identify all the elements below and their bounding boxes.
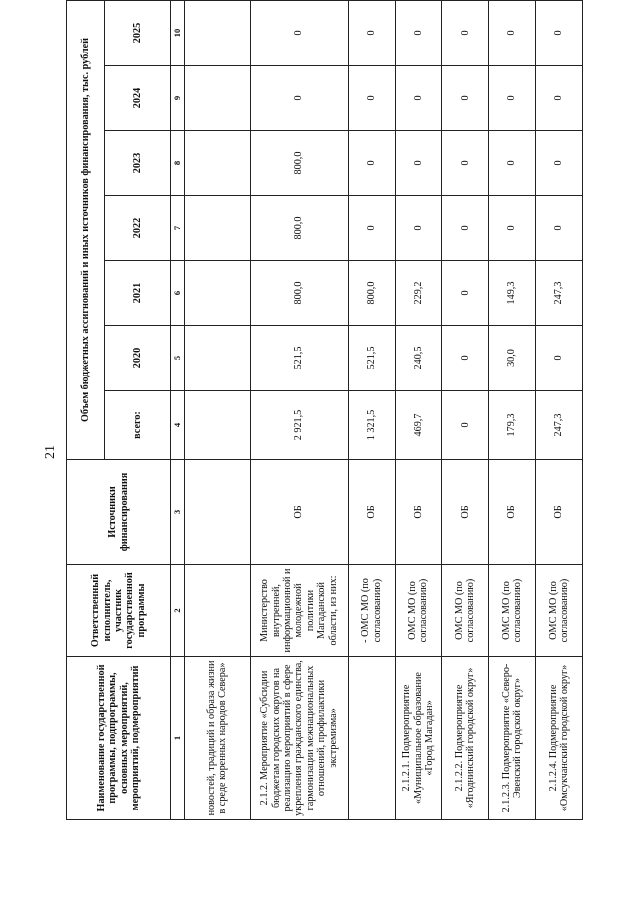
- row-executor: ОМС МО (по согласованию): [442, 565, 489, 657]
- table-row: [184, 0, 250, 819]
- row-value: 0: [250, 66, 348, 131]
- row-value: 0: [442, 261, 489, 326]
- rotated-table-container: [66, 22, 583, 820]
- table-row: [348, 0, 395, 819]
- header-year: 2020: [105, 326, 171, 391]
- table-wrapper: [66, 22, 583, 820]
- row-value: 800,0: [250, 196, 348, 261]
- column-number: 9: [171, 66, 184, 131]
- row-value: 149,3: [489, 261, 536, 326]
- row-value: 800,0: [250, 261, 348, 326]
- row-name: 2.1.2.1. Подмероприятие «Муниципальное образование «Город Магадан»: [395, 657, 442, 820]
- row-value: [184, 261, 250, 326]
- row-source: ОБ: [536, 460, 583, 565]
- row-value: [184, 326, 250, 391]
- header-source: Источники финансирования: [67, 460, 171, 565]
- row-name: 2.1.2.2. Подмероприятие «Ягоднинский городской округ»: [442, 657, 489, 820]
- row-value: 0: [442, 131, 489, 196]
- row-executor: ОМС МО (по согласованию): [536, 565, 583, 657]
- header-amount: Объем бюджетных ассигнований и иных источников финансирования, тыс. рублей: [67, 0, 105, 459]
- row-value: 0: [348, 66, 395, 131]
- column-number: 2: [171, 565, 184, 657]
- header-total: всего:: [105, 391, 171, 460]
- row-value: [184, 131, 250, 196]
- row-source: ОБ: [348, 460, 395, 565]
- table-row: [250, 0, 348, 819]
- header-year: 2025: [105, 0, 171, 65]
- column-number: 5: [171, 326, 184, 391]
- row-value: 0: [250, 0, 348, 65]
- column-number: 6: [171, 261, 184, 326]
- column-number: 7: [171, 196, 184, 261]
- row-total: 2 921,5: [250, 391, 348, 460]
- row-source: [184, 460, 250, 565]
- row-value: 800,0: [348, 261, 395, 326]
- row-executor: ОМС МО (по согласованию): [395, 565, 442, 657]
- row-value: 0: [442, 0, 489, 65]
- header-year: 2024: [105, 66, 171, 131]
- table-row: [489, 0, 536, 819]
- row-total: 247,3: [536, 391, 583, 460]
- row-value: 240,5: [395, 326, 442, 391]
- row-value: 0: [489, 131, 536, 196]
- column-number: 10: [171, 0, 184, 65]
- row-value: 0: [395, 196, 442, 261]
- row-executor: ОМС МО (по согласованию): [489, 565, 536, 657]
- header-row: [67, 0, 105, 819]
- row-value: 247,3: [536, 261, 583, 326]
- row-value: 0: [348, 131, 395, 196]
- row-value: 0: [536, 0, 583, 65]
- row-value: 229,2: [395, 261, 442, 326]
- header-year: 2023: [105, 131, 171, 196]
- row-value: 521,5: [348, 326, 395, 391]
- column-number: 1: [171, 657, 184, 820]
- row-value: 0: [536, 196, 583, 261]
- row-value: 0: [348, 0, 395, 65]
- row-source: ОБ: [489, 460, 536, 565]
- column-number: 8: [171, 131, 184, 196]
- row-value: 0: [442, 196, 489, 261]
- column-number: 3: [171, 460, 184, 565]
- row-value: [184, 0, 250, 65]
- table-row: [442, 0, 489, 819]
- row-value: 0: [489, 0, 536, 65]
- row-executor: Министерство внутренней, информационной и молодежной политики Магаданской области, из них:: [250, 565, 348, 657]
- table-row: [536, 0, 583, 819]
- row-value: 521,5: [250, 326, 348, 391]
- row-source: ОБ: [250, 460, 348, 565]
- row-total: 179,3: [489, 391, 536, 460]
- row-value: 0: [536, 131, 583, 196]
- row-value: 0: [536, 66, 583, 131]
- row-value: 0: [395, 0, 442, 65]
- row-name: 2.1.2. Мероприятие «Субсидии бюджетам городских округов на реализацию мероприятий в сфере укрепления гражданского единства, гармонизации межнациональных отношений, профилактики экстремизма»: [250, 657, 348, 820]
- header-name: Наименование государственной программы, подпрограммы, основных мероприятий, мероприятий, подмероприятий: [67, 657, 171, 820]
- page-number: 21: [43, 445, 58, 459]
- row-value: [184, 196, 250, 261]
- row-value: 0: [395, 66, 442, 131]
- row-executor: - ОМС МО (по согласованию): [348, 565, 395, 657]
- row-executor: [184, 565, 250, 657]
- row-value: 0: [442, 66, 489, 131]
- table-row: [395, 0, 442, 819]
- row-source: ОБ: [395, 460, 442, 565]
- row-name: новостей, традиций и образа жизни в среде коренных народов Севера»: [184, 657, 250, 820]
- row-value: 0: [442, 326, 489, 391]
- row-value: 0: [536, 326, 583, 391]
- row-total: 469,7: [395, 391, 442, 460]
- row-value: 30,0: [489, 326, 536, 391]
- row-total: [184, 391, 250, 460]
- column-numbers-row: [171, 0, 184, 819]
- header-executor: Ответственный исполнитель, участник государственной программы: [67, 565, 171, 657]
- row-value: 0: [489, 196, 536, 261]
- row-value: 0: [348, 196, 395, 261]
- header-year: 2022: [105, 196, 171, 261]
- row-name: 2.1.2.4. Подмероприятие «Омсукчанский городской округ»: [536, 657, 583, 820]
- row-total: 1 321,5: [348, 391, 395, 460]
- row-name: 2.1.2.3. Подмероприятие «Северо-Эвенский городской округ»: [489, 657, 536, 820]
- row-source: ОБ: [442, 460, 489, 565]
- header-year: 2021: [105, 261, 171, 326]
- row-value: [184, 66, 250, 131]
- row-total: 0: [442, 391, 489, 460]
- row-value: 0: [489, 66, 536, 131]
- row-name: [348, 657, 395, 820]
- financing-table: [66, 0, 583, 820]
- row-value: 0: [395, 131, 442, 196]
- column-number: 4: [171, 391, 184, 460]
- row-value: 800,0: [250, 131, 348, 196]
